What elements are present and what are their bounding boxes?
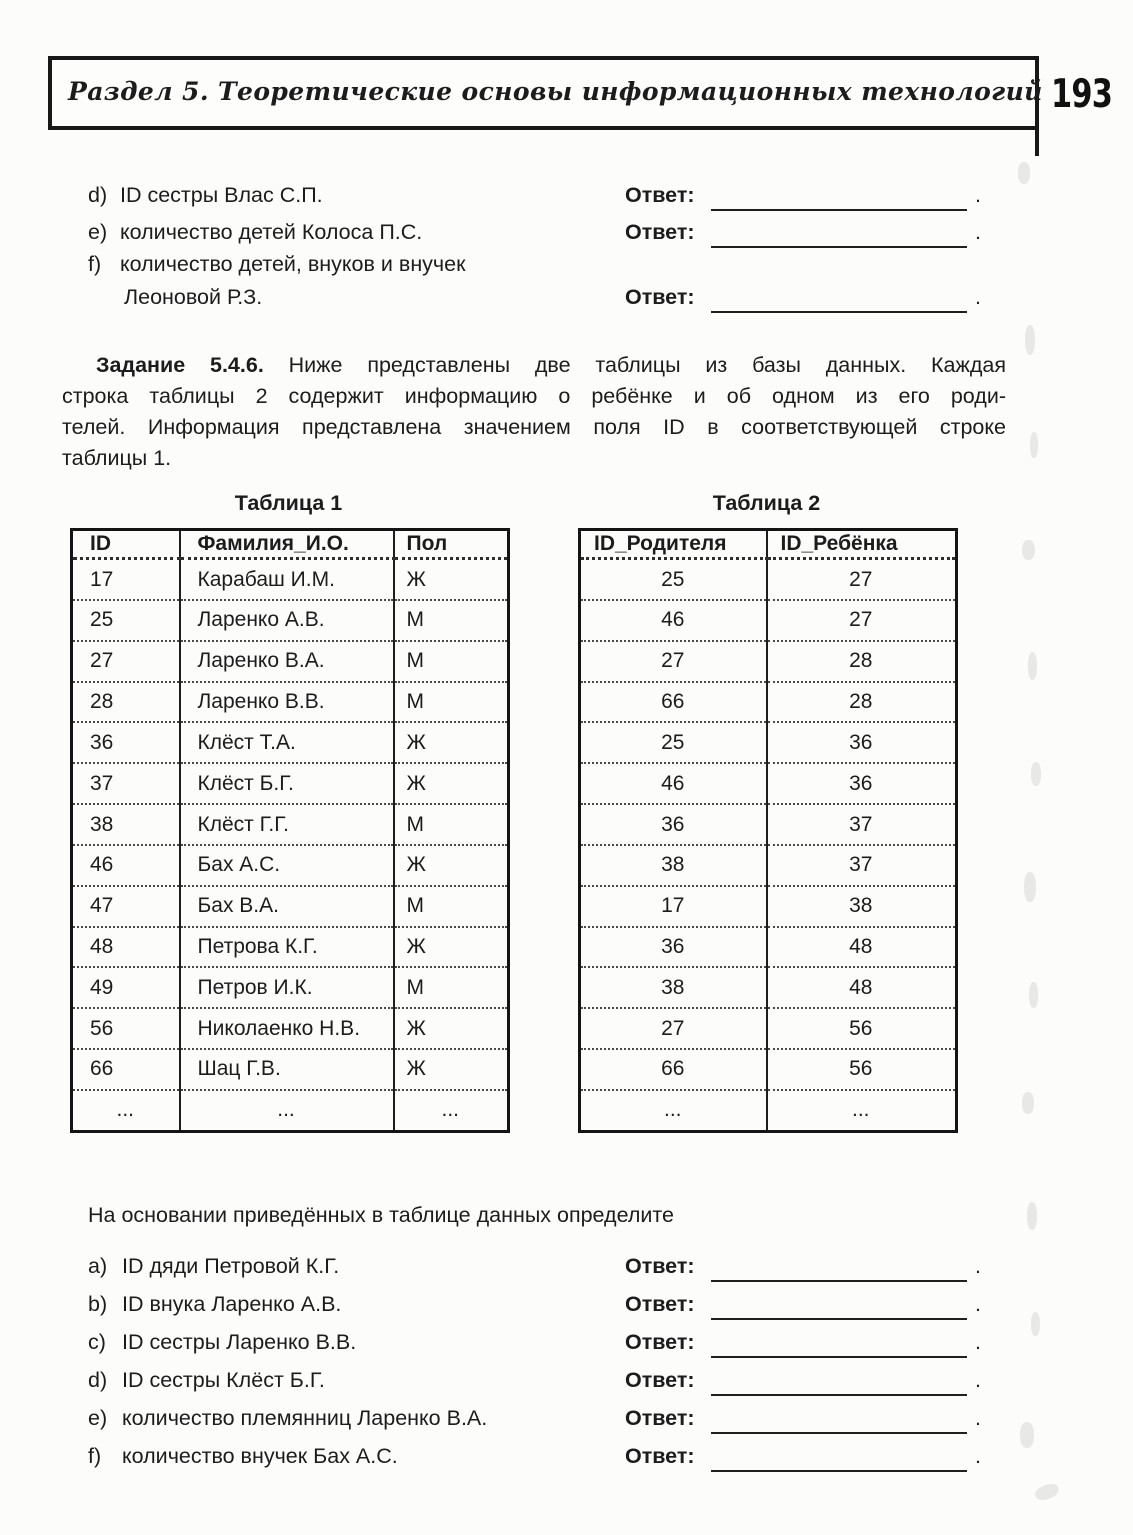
table-row (72, 682, 509, 723)
table-cell-sex: М (394, 967, 509, 1008)
item-letter: b) (88, 1292, 108, 1316)
table-row (580, 804, 957, 845)
question-row (0, 1444, 1133, 1474)
item-text: количество детей, внуков и внучек (120, 252, 466, 276)
item-text: количество племянниц Ларенко В.А. (122, 1406, 488, 1430)
answer-line (711, 1394, 967, 1396)
table-cell-child-id: 36 (767, 763, 957, 804)
table-cell-sex: Ж (394, 1008, 509, 1049)
scan-smudge (1031, 762, 1041, 786)
answer-line (711, 246, 967, 248)
table-cell-child-id: 48 (767, 967, 957, 1008)
table-cell-sex: М (394, 886, 509, 927)
table-row (72, 1090, 509, 1132)
table-cell-name: Ларенко В.В. (180, 682, 394, 723)
question-row-f-line2 (0, 285, 1133, 315)
item-letter: a) (88, 1254, 108, 1278)
table-cell-sex: Ж (394, 845, 509, 886)
table-cell-child-id: 28 (767, 682, 957, 723)
question-row (0, 1368, 1133, 1398)
table-row (72, 886, 509, 927)
scan-smudge (1022, 1092, 1034, 1114)
table-cell-sex: ... (394, 1090, 509, 1132)
table-cell-sex: М (394, 682, 509, 723)
table-cell-name: Карабаш И.М. (180, 559, 394, 601)
question-row-f-line1 (0, 252, 1133, 282)
table-cell-parent-id: 38 (580, 845, 767, 886)
table-row (580, 1008, 957, 1049)
table-cell-parent-id: 36 (580, 804, 767, 845)
item-letter: e) (88, 220, 108, 244)
answer-period: . (975, 220, 981, 244)
answer-period: . (975, 285, 981, 309)
table-cell-parent-id: 38 (580, 967, 767, 1008)
item-text: количество внучек Бах А.С. (122, 1444, 398, 1468)
table1-people (70, 528, 510, 1133)
table-cell-parent-id: 66 (580, 682, 767, 723)
item-text: ID дяди Петровой К.Г. (122, 1254, 340, 1278)
table-cell-name: Ларенко В.А. (180, 641, 394, 682)
item-letter: f) (88, 1444, 102, 1468)
table-row (580, 641, 957, 682)
table-cell-name: ... (180, 1090, 394, 1132)
scan-smudge (1024, 872, 1036, 902)
table-cell-id: 28 (72, 682, 180, 723)
table-row (580, 845, 957, 886)
question-row (0, 1330, 1133, 1360)
answer-period: . (975, 1406, 981, 1430)
bottom-question-list (0, 1254, 1133, 1482)
item-text: ID сестры Влас С.П. (120, 183, 323, 207)
table-cell-child-id: 56 (767, 1049, 957, 1090)
table-cell-child-id: 27 (767, 600, 957, 641)
table-row (580, 1049, 957, 1090)
table-row (580, 600, 957, 641)
table-cell-name: Петров И.К. (180, 967, 394, 1008)
answer-label: Ответ: (625, 1406, 695, 1430)
answer-label: Ответ: (625, 220, 695, 244)
table-cell-sex: Ж (394, 1049, 509, 1090)
table-cell-parent-id: 27 (580, 1008, 767, 1049)
table-cell-child-id: 28 (767, 641, 957, 682)
answer-line (711, 1432, 967, 1434)
table-cell-id: 56 (72, 1008, 180, 1049)
answer-blank (625, 1406, 995, 1436)
table-cell-id: 27 (72, 641, 180, 682)
question-row-d (0, 183, 1133, 213)
table-row (72, 600, 509, 641)
table-cell-parent-id: 46 (580, 763, 767, 804)
table-cell-id: 47 (72, 886, 180, 927)
answer-line (711, 1356, 967, 1358)
scan-smudge (1020, 1422, 1034, 1448)
task-line: строка таблицы 2 содержит информацию о ребёнке и об одном из его роди- (62, 384, 1006, 408)
task-text: Ниже представлены две таблицы из базы данных. Каждая (288, 353, 1006, 377)
item-letter: e) (88, 1406, 108, 1430)
table-cell-sex: Ж (394, 927, 509, 968)
answer-blank (625, 1254, 995, 1284)
table-row (580, 967, 957, 1008)
answer-label: Ответ: (625, 1444, 695, 1468)
table-cell-sex: М (394, 804, 509, 845)
column-header: ID_Родителя (580, 530, 767, 559)
table-cell-sex: М (394, 641, 509, 682)
answer-line (711, 209, 967, 211)
bottom-intro: На основании приведённых в таблице данных определите (88, 1203, 674, 1227)
table2-title: Таблица 2 (712, 491, 821, 515)
table-row (72, 967, 509, 1008)
answer-line (711, 1280, 967, 1282)
table-cell-id: 25 (72, 600, 180, 641)
section-title: Раздел 5. Теоретические основы информационных технологий (68, 77, 1043, 106)
answer-blank (625, 183, 995, 213)
scan-smudge (1027, 1202, 1037, 1230)
table-cell-sex: Ж (394, 722, 509, 763)
table-row (580, 1090, 957, 1132)
table-cell-id: ... (72, 1090, 180, 1132)
table-cell-parent-id: 46 (580, 600, 767, 641)
item-text: Леоновой Р.З. (124, 285, 263, 309)
answer-label: Ответ: (625, 1330, 695, 1354)
table-cell-id: 48 (72, 927, 180, 968)
table-cell-parent-id: 17 (580, 886, 767, 927)
table-cell-parent-id: ... (580, 1090, 767, 1132)
item-text: ID внука Ларенко А.В. (122, 1292, 342, 1316)
table-cell-parent-id: 25 (580, 559, 767, 601)
table-row (580, 559, 957, 601)
answer-period: . (975, 1254, 981, 1278)
table-cell-name: Клёст Б.Г. (180, 763, 394, 804)
answer-period: . (975, 1444, 981, 1468)
table-cell-name: Клёст Т.А. (180, 722, 394, 763)
column-header: ID_Ребёнка (767, 530, 957, 559)
scan-smudge (1022, 540, 1035, 560)
answer-label: Ответ: (625, 1254, 695, 1278)
table-row (72, 845, 509, 886)
table-row (580, 763, 957, 804)
table-row (580, 722, 957, 763)
answer-label: Ответ: (625, 285, 695, 309)
table-row (72, 722, 509, 763)
table-cell-child-id: 37 (767, 845, 957, 886)
task-line: телей. Информация представлена значением поля ID в соответствующей строке (62, 415, 1006, 439)
answer-line (711, 1470, 967, 1472)
table-cell-child-id: 36 (767, 722, 957, 763)
table-row (580, 927, 957, 968)
table-cell-child-id: 27 (767, 559, 957, 601)
answer-line (711, 311, 967, 313)
question-row (0, 1406, 1133, 1436)
answer-period: . (975, 1292, 981, 1316)
table-cell-sex: Ж (394, 763, 509, 804)
table-row (72, 1008, 509, 1049)
table-cell-id: 66 (72, 1049, 180, 1090)
item-letter: d) (88, 183, 108, 207)
item-text: количество детей Колоса П.С. (120, 220, 423, 244)
task-line (62, 350, 1006, 381)
table-row (580, 886, 957, 927)
scan-smudge (1031, 1312, 1040, 1336)
table-row (72, 1049, 509, 1090)
table-row (72, 927, 509, 968)
table-row (72, 763, 509, 804)
section-header-box (48, 56, 1043, 130)
question-row (0, 1254, 1133, 1284)
table-cell-sex: Ж (394, 559, 509, 601)
answer-blank (625, 220, 995, 250)
table-cell-id: 36 (72, 722, 180, 763)
table2-parent-child (578, 528, 958, 1133)
item-letter: d) (88, 1368, 108, 1392)
task-line: таблицы 1. (62, 446, 172, 470)
scan-smudge (1028, 652, 1037, 680)
table-header-row (580, 530, 957, 559)
table-cell-child-id: ... (767, 1090, 957, 1132)
column-header: Пол (394, 530, 509, 559)
table-cell-name: Николаенко Н.В. (180, 1008, 394, 1049)
item-letter: c) (88, 1330, 106, 1354)
table-cell-name: Клёст Г.Г. (180, 804, 394, 845)
table-cell-name: Петрова К.Г. (180, 927, 394, 968)
table-cell-parent-id: 27 (580, 641, 767, 682)
table-cell-id: 37 (72, 763, 180, 804)
page-number: 193 (1051, 72, 1113, 117)
table-cell-child-id: 48 (767, 927, 957, 968)
table-row (72, 641, 509, 682)
question-row (0, 1292, 1133, 1322)
answer-period: . (975, 1368, 981, 1392)
task-label: Задание 5.4.6. (96, 353, 264, 377)
table-cell-name: Ларенко А.В. (180, 600, 394, 641)
answer-blank (625, 1368, 995, 1398)
item-text: ID сестры Ларенко В.В. (122, 1330, 357, 1354)
question-row-e (0, 220, 1133, 250)
table-cell-id: 46 (72, 845, 180, 886)
answer-label: Ответ: (625, 1292, 695, 1316)
table-cell-name: Шац Г.В. (180, 1049, 394, 1090)
scan-smudge (1033, 1481, 1060, 1502)
table-cell-child-id: 56 (767, 1008, 957, 1049)
scan-smudge (1025, 325, 1035, 355)
table-cell-parent-id: 25 (580, 722, 767, 763)
task-paragraph (62, 350, 1006, 474)
item-text: ID сестры Клёст Б.Г. (122, 1368, 325, 1392)
answer-blank (625, 1330, 995, 1360)
column-header: Фамилия_И.О. (180, 530, 394, 559)
table-cell-id: 17 (72, 559, 180, 601)
scan-smudge (1029, 982, 1038, 1008)
answer-line (711, 1318, 967, 1320)
answer-label: Ответ: (625, 1368, 695, 1392)
table-cell-parent-id: 36 (580, 927, 767, 968)
table-cell-child-id: 38 (767, 886, 957, 927)
table-cell-name: Бах А.С. (180, 845, 394, 886)
answer-blank (625, 1292, 995, 1322)
table1-title: Таблица 1 (234, 491, 343, 515)
table-cell-parent-id: 66 (580, 1049, 767, 1090)
answer-blank (625, 1444, 995, 1474)
answer-period: . (975, 183, 981, 207)
scan-smudge (1030, 432, 1038, 458)
answer-blank (625, 285, 995, 315)
table-row (72, 804, 509, 845)
answer-period: . (975, 1330, 981, 1354)
table-cell-sex: М (394, 600, 509, 641)
column-header: ID (72, 530, 180, 559)
table-row (580, 682, 957, 723)
answer-label: Ответ: (625, 183, 695, 207)
table-row (72, 559, 509, 601)
item-letter: f) (88, 252, 102, 276)
header-border-artifact (1035, 128, 1039, 156)
scan-smudge (1018, 162, 1030, 184)
table-header-row (72, 530, 509, 559)
table-cell-name: Бах В.А. (180, 886, 394, 927)
table-cell-child-id: 37 (767, 804, 957, 845)
table-cell-id: 38 (72, 804, 180, 845)
table-cell-id: 49 (72, 967, 180, 1008)
